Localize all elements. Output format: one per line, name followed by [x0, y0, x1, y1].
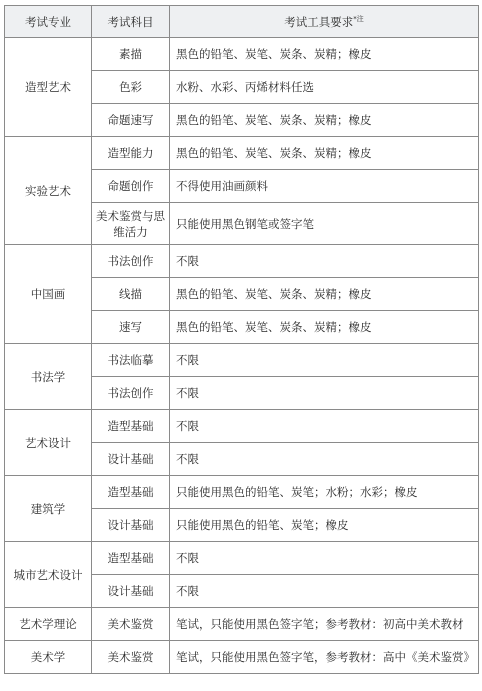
subject-cell: 书法临摹	[92, 344, 170, 377]
table-row	[5, 641, 479, 674]
major-cell: 实验艺术	[5, 137, 92, 245]
tools-cell: 笔试，只能使用黑色签字笔，参考教材：高中《美术鉴赏》	[170, 641, 479, 674]
subject-cell: 美术鉴赏与思维活力	[92, 203, 170, 245]
table-row	[5, 476, 479, 509]
header-tools	[170, 6, 479, 38]
subject-cell: 速写	[92, 311, 170, 344]
table-row	[5, 542, 479, 575]
major-cell: 城市艺术设计	[5, 542, 92, 608]
subject-cell: 书法创作	[92, 245, 170, 278]
tools-cell: 不限	[170, 344, 479, 377]
header-subject: 考试科目	[92, 6, 170, 38]
tools-cell: 不得使用油画颜料	[170, 170, 479, 203]
table-body	[5, 38, 479, 674]
subject-cell: 造型基础	[92, 542, 170, 575]
subject-cell: 设计基础	[92, 575, 170, 608]
tools-cell: 只能使用黑色钢笔或签字笔	[170, 203, 479, 245]
major-cell: 中国画	[5, 245, 92, 344]
table-row	[5, 245, 479, 278]
table-header-row	[5, 6, 479, 38]
tools-cell: 黑色的铅笔、炭笔、炭条、炭精；橡皮	[170, 38, 479, 71]
tools-cell: 水粉、水彩、丙烯材料任选	[170, 71, 479, 104]
table-row	[5, 344, 479, 377]
subject-cell: 色彩	[92, 71, 170, 104]
tools-cell: 只能使用黑色的铅笔、炭笔；橡皮	[170, 509, 479, 542]
tools-cell: 黑色的铅笔、炭笔、炭条、炭精；橡皮	[170, 311, 479, 344]
tools-cell: 不限	[170, 575, 479, 608]
tools-cell: 不限	[170, 410, 479, 443]
tools-cell: 黑色的铅笔、炭笔、炭条、炭精；橡皮	[170, 278, 479, 311]
subject-cell: 美术鉴赏	[92, 641, 170, 674]
subject-cell: 命题创作	[92, 170, 170, 203]
tools-cell: 不限	[170, 443, 479, 476]
major-cell: 美术学	[5, 641, 92, 674]
major-cell: 建筑学	[5, 476, 92, 542]
table-row	[5, 38, 479, 71]
header-tools-label: 考试工具要求	[284, 14, 354, 29]
exam-tools-table	[4, 5, 479, 674]
header-major: 考试专业	[5, 6, 92, 38]
tools-cell: 只能使用黑色的铅笔、炭笔；水粉；水彩；橡皮	[170, 476, 479, 509]
tools-cell: 黑色的铅笔、炭笔、炭条、炭精；橡皮	[170, 137, 479, 170]
subject-cell: 素描	[92, 38, 170, 71]
major-cell: 造型艺术	[5, 38, 92, 137]
header-note: *注	[353, 14, 364, 23]
subject-cell: 造型基础	[92, 476, 170, 509]
subject-cell: 设计基础	[92, 443, 170, 476]
subject-cell: 造型能力	[92, 137, 170, 170]
tools-cell: 笔试，只能使用黑色签字笔；参考教材：初高中美术教材	[170, 608, 479, 641]
table-row	[5, 137, 479, 170]
major-cell: 书法学	[5, 344, 92, 410]
subject-cell: 命题速写	[92, 104, 170, 137]
major-cell: 艺术学理论	[5, 608, 92, 641]
subject-cell: 书法创作	[92, 377, 170, 410]
tools-cell: 不限	[170, 377, 479, 410]
table-row	[5, 410, 479, 443]
table-row	[5, 608, 479, 641]
subject-cell: 美术鉴赏	[92, 608, 170, 641]
tools-cell: 不限	[170, 245, 479, 278]
subject-cell: 线描	[92, 278, 170, 311]
tools-cell: 不限	[170, 542, 479, 575]
tools-cell: 黑色的铅笔、炭笔、炭条、炭精；橡皮	[170, 104, 479, 137]
subject-cell: 设计基础	[92, 509, 170, 542]
subject-cell: 造型基础	[92, 410, 170, 443]
major-cell: 艺术设计	[5, 410, 92, 476]
